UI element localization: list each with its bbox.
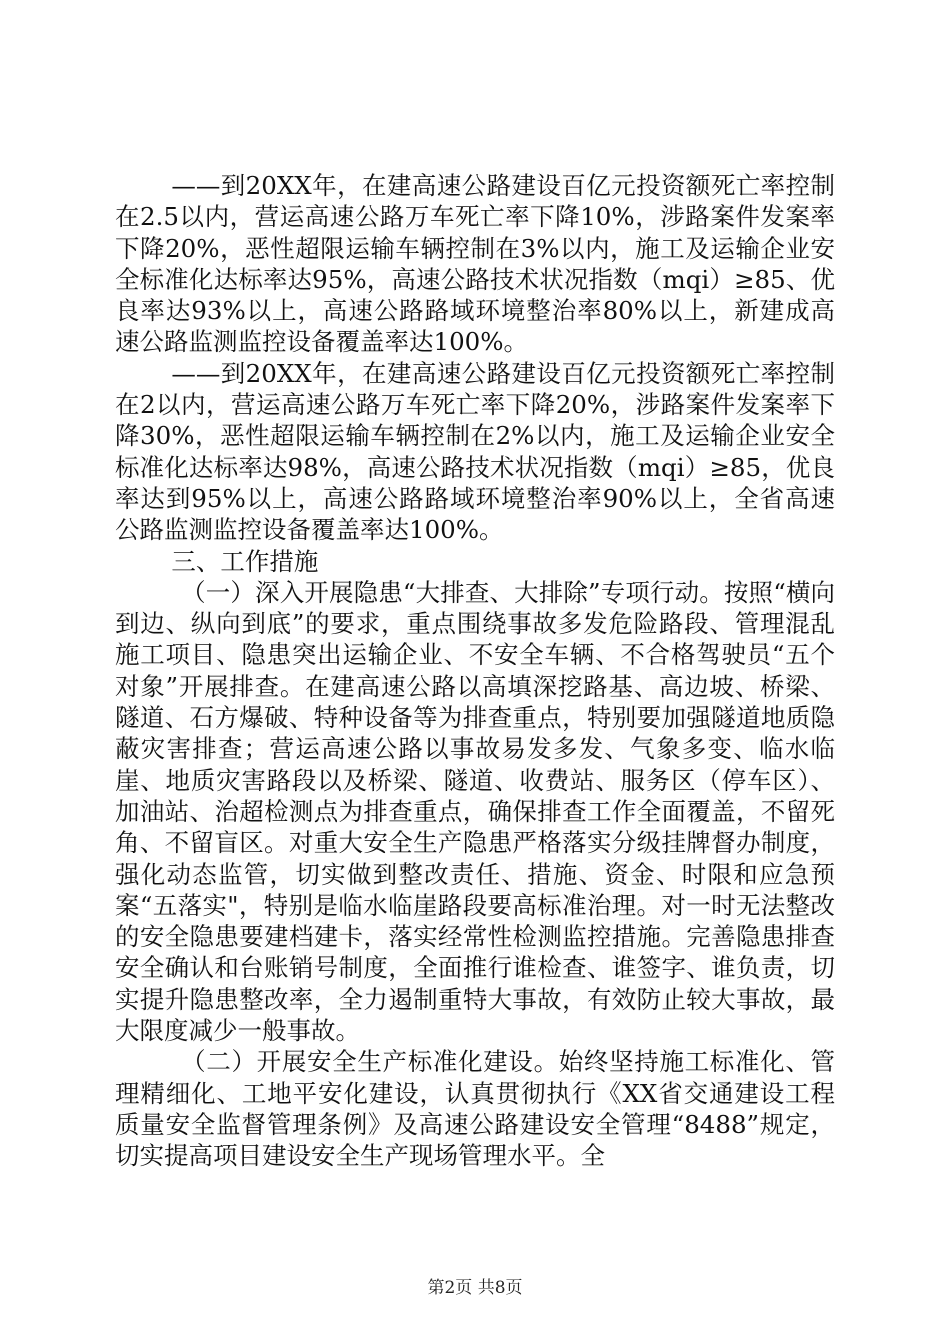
goal-paragraph-2: ——到20XX年，在建高速公路建设百亿元投资额死亡率控制在2以内，营运高速公路万车死亡率下降20%，涉路案件发案率下降30%，恶性超限运输车辆控制在2%以内，施工及运输企业安全标准化达标率达98%，高速公路技术状况指数（mqi）≥85，优良率达到95%以上，高速公路路域环境整治率90%以上，全省高速公路监测监控设备覆盖率达100%。 xyxy=(115,358,835,545)
goal-paragraph-1: ——到20XX年，在建高速公路建设百亿元投资额死亡率控制在2.5以内，营运高速公路万车死亡率下降10%，涉路案件发案率下降20%，恶性超限运输车辆控制在3%以内，施工及运输企业安全标准化达标率达95%，高速公路技术状况指数（mqi）≥85、优良率达93%以上，高速公路路域环境整治率80%以上，新建成高速公路监测监控设备覆盖率达100%。 xyxy=(115,171,835,357)
measure-paragraph-1: （一）深入开展隐患“大排查、大排除”专项行动。按照“横向到边、纵向到底”的要求，重点围绕事故多发危险路段、管理混乱施工项目、隐患突出运输企业、不安全车辆、不合格驾驶员“五个对象”开展排查。在建高速公路以高填深挖路基、高边坡、桥梁、隧道、石方爆破、特种设备等为排查重点，特别要加强隧道地质隐蔽灾害排查；营运高速公路以事故易发多发、气象多变、临水临崖、地质灾害路段以及桥梁、隧道、收费站、服务区（停车区）、加油站、治超检测点为排查重点，确保排查工作全面覆盖，不留死角、不留盲区。对重大安全生产隐患严格落实分级挂牌督办制度，强化动态监管，切实做到整改责任、措施、资金、时限和应急预案“五落实"，特别是临水临崖路段要高标准治理。对一时无法整改的安全隐患要建档建卡，落实经常性检测监控措施。完善隐患排查安全确认和台账销号制度，全面推行谁检查、谁签字、谁负责，切实提升隐患整改率，全力遏制重特大事故，有效防止较大事故，最大限度减少一般事故。 xyxy=(115,577,835,1046)
document-body xyxy=(115,170,835,1172)
section-heading: 三、工作措施 xyxy=(171,546,319,576)
page-number-footer: 第2页 共8页 xyxy=(427,1278,523,1298)
measure-paragraph-2: （二）开展安全生产标准化建设。始终坚持施工标准化、管理精细化、工地平安化建设，认真贯彻执行《XX省交通建设工程质量安全监督管理条例》及高速公路建设安全管理“8488”规定，切实提高项目建设安全生产现场管理水平。全 xyxy=(115,1047,835,1171)
